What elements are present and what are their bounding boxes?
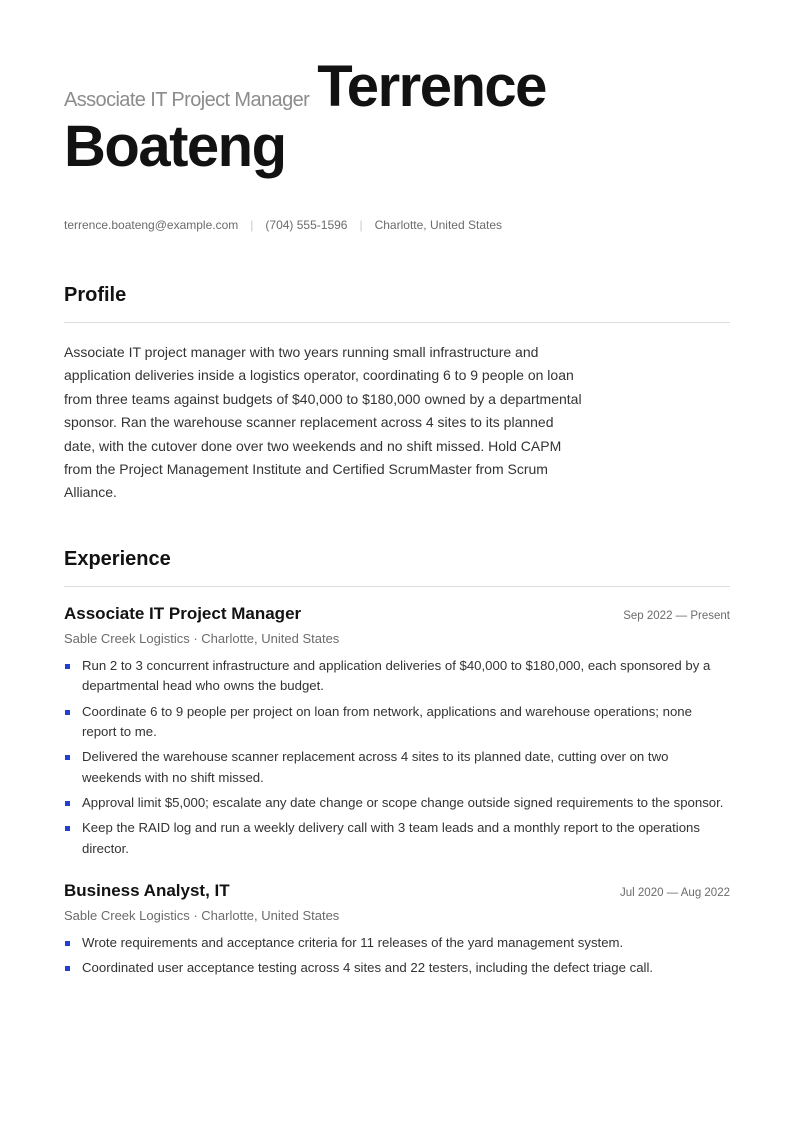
job-entry	[64, 604, 730, 859]
bullet-item	[64, 793, 730, 814]
experience-heading: Experience	[64, 548, 730, 587]
contact-location: Charlotte, United States	[374, 218, 502, 232]
job-company: Sable Creek Logistics · Charlotte, United States	[64, 908, 340, 924]
contact-phone[interactable]: (704) 555-1596	[265, 218, 348, 232]
bullet-text: Coordinated user acceptance testing across 4 sites and 22 testers, including the defect triage call.	[82, 960, 654, 976]
last-name: Boateng	[64, 114, 286, 179]
bullet-text: Coordinate 6 to 9 people per project on loan from network, applications and warehouse operations; none report to me.	[82, 703, 692, 740]
resume-header	[64, 0, 730, 232]
bullet-text: Approval limit $5,000; escalate any date change or scope change outside signed requirements to the sponsor.	[82, 794, 724, 810]
profile-section	[64, 284, 730, 505]
job-subtitle: Associate IT Project Manager	[64, 89, 310, 111]
job-dates: Sep 2022 — Present	[623, 609, 730, 622]
bullet-square-icon	[65, 966, 70, 971]
job-header	[64, 604, 730, 624]
bullet-item	[64, 818, 730, 859]
bullet-item	[64, 933, 730, 954]
profile-text: Associate IT project manager with two years running small infrastructure and application deliveries inside a logistics operator, coordinating 6 to 9 people on loan from three teams against budgets of $40,000 to $180,000 owned by a departmental sponsor. Ran the warehouse scanner replacement across 4 sites to its planned date, with the cutover done over two weekends and no shift missed. Hold CAPM from the Project Management Institute and Certified ScrumMaster from Scrum Alliance.	[64, 344, 582, 501]
bullet-square-icon	[65, 826, 70, 831]
bullet-text: Keep the RAID log and run a weekly delivery call with 3 team leads and a monthly report to the operations director.	[82, 820, 700, 856]
bullet-item	[64, 958, 730, 979]
job-bullets	[64, 933, 730, 979]
bullet-square-icon	[65, 664, 70, 669]
bullet-square-icon	[65, 710, 70, 715]
job-header	[64, 881, 730, 901]
job-title: Business Analyst, IT	[64, 881, 230, 901]
job-bullets	[64, 656, 730, 859]
contact-separator: |	[359, 218, 363, 232]
bullet-square-icon	[65, 801, 70, 806]
bullet-text: Delivered the warehouse scanner replacement across 4 sites to its planned date, cutting over on two weekends with no shift missed.	[82, 749, 669, 785]
job-dates: Jul 2020 — Aug 2022	[620, 887, 730, 900]
bullet-square-icon	[65, 941, 70, 946]
bullet-text: Run 2 to 3 concurrent infrastructure and application deliveries of $40,000 to $180,000, each sponsored by a departmental head who owns the budget.	[82, 657, 711, 694]
contact-separator: |	[250, 218, 254, 232]
experience-section	[64, 548, 730, 979]
bullet-item	[64, 702, 730, 743]
contact-bar	[64, 218, 730, 232]
contact-email[interactable]: terrence.boateng@example.com	[64, 218, 239, 232]
name-block	[64, 54, 730, 179]
bullet-square-icon	[65, 755, 70, 760]
bullet-text: Wrote requirements and acceptance criteria for 11 releases of the yard management system.	[82, 935, 624, 951]
job-entry	[64, 881, 730, 979]
profile-heading: Profile	[64, 284, 730, 323]
first-name: Terrence	[317, 54, 546, 119]
bullet-item	[64, 747, 730, 788]
job-title: Associate IT Project Manager	[64, 603, 302, 623]
job-company: Sable Creek Logistics · Charlotte, United States	[64, 630, 340, 646]
bullet-item	[64, 656, 730, 697]
